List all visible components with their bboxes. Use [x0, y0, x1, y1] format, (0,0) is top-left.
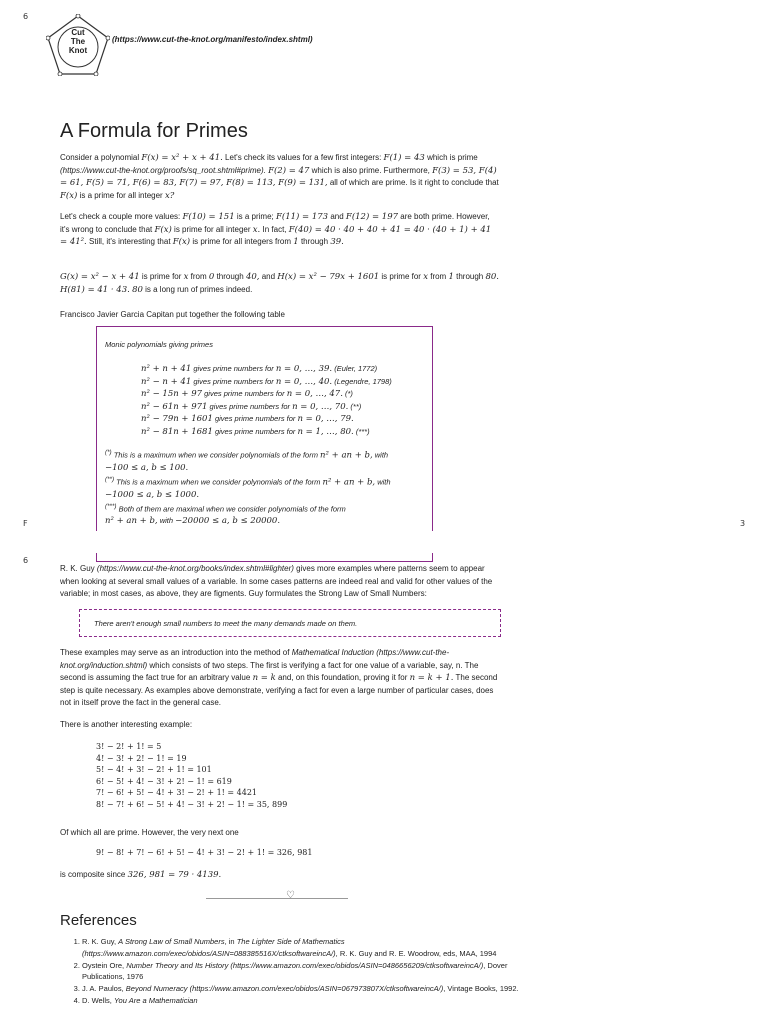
polynomial-row: n² − n + 41 gives prime numbers for n = 0, …, 40. (Legendre, 1798)	[141, 376, 392, 387]
margin-marker: 3	[740, 519, 746, 528]
induction-link[interactable]: (https://www.cut-the-knot.org/induction.shtml)	[60, 648, 450, 670]
margin-marker: 6	[23, 12, 29, 21]
guy-book-link[interactable]: (https://www.cut-the-knot.org/books/index.shtml#lighter)	[96, 564, 294, 573]
polynomial-row: n² − 81n + 1681 gives prime numbers for n = 1, …, 80. (***)	[141, 426, 370, 437]
paragraph-composite: is composite since 326, 981 = 79 · 4139.	[60, 870, 222, 880]
table-title: Monic polynomials giving primes	[105, 340, 213, 349]
polynomial-row: n² − 15n + 97 gives prime numbers for n = 0, …, 47. (*)	[141, 389, 353, 399]
polynomial-row: n² − 79n + 1601 gives prime numbers for n = 0, …, 79.	[141, 414, 354, 424]
polynomial-list	[141, 363, 392, 438]
table-box-bottom	[96, 553, 433, 562]
logo-text: Cut The Knot	[68, 28, 88, 55]
reference-link[interactable]: (https://www.amazon.com/exec/obidos/ASIN=0486656209/ctksoftwareincA/)	[230, 960, 484, 970]
factorial-list	[96, 741, 287, 810]
reference-item: 4. D. Wells, You Are a Mathematician	[82, 995, 522, 1007]
paragraph-induction: These examples may serve as an introduction into the method of Mathematical Induction (https://www.cut-the-knot.org/induction.shtml) which consists of two steps. The first is verifying a fact for one value of a variable, say, n. The second is assuming the fact true for an arbitrary value n = k and, on this foundation, proving it for n = k + 1. The second step is quite necessary. As examples above demonstrate, verifying a fact for even a large number of particular cases, does not in itself prove the fact in the general case.	[60, 648, 498, 707]
factorial-line: 6! − 5! + 4! − 3! + 2! − 1! = 619	[96, 776, 232, 786]
paragraph-all-prime: Of which all are prime. However, the very next one	[60, 828, 239, 837]
factorial-line: 5! − 4! + 3! − 2! + 1! = 101	[96, 765, 212, 774]
site-logo[interactable]	[46, 14, 110, 76]
table-notes: (*) This is a maximum when we consider polynomials of the form n² + an + b, with −100 ≤ a, b ≤ 100. (**) This is a maximum when we consider polynomials of the form n² + an + b, with −1000 ≤ a, b ≤ 1000. (***) Both of them are maximal when we consider polynomials of the form n² + an + b, with −20000 ≤ a, b ≤ 20000.	[105, 449, 391, 526]
paragraph-guy: R. K. Guy (https://www.cut-the-knot.org/books/index.shtml#lighter) gives more examples where patterns seem to appear when looking at several small values of a variable. In some cases patterns are indeed real and valid for other values of the variable; in most cases, as above, they are figments. Guy formulates the Strong Law of Small Numbers:	[60, 564, 493, 598]
factorial-line: 7! − 6! + 5! − 4! + 3! − 2! + 1! = 4421	[96, 788, 258, 797]
manifesto-link[interactable]: (https://www.cut-the-knot.org/manifesto/index.shtml)	[112, 35, 313, 44]
page-title: A Formula for Primes	[60, 120, 248, 142]
section-divider	[206, 898, 348, 899]
next-factorial-line: 9! − 8! + 7! − 6! + 5! − 4! + 3! − 2! + 1! = 326, 981	[96, 848, 313, 857]
margin-marker: F	[23, 519, 28, 528]
intro-paragraph: Consider a polynomial F(x) = x² + x + 41. Let's check its values for a few first integers: F(1) = 43 which is prime (https://www.cut-the-knot.org/proofs/sq_root.shtml#prime). F(2) = 47 which is also prime. Furthermore, F(3) = 53, F(4) = 61, F(5) = 71, F(6) = 83, F(7) = 97, F(8) = 113, F(9) = 131, all of which are prime. Is it right to conclude that F(x) is a prime for all integer x?	[60, 153, 499, 201]
reference-item: 2. Oystein Ore, Number Theory and Its History (https://www.amazon.com/exec/obidos/ASIN=0486656209/ctksoftwareincA/), Dover Publications, 1976	[82, 960, 522, 984]
factorial-line: 4! − 3! + 2! − 1! = 19	[96, 753, 187, 763]
reference-link[interactable]: (https://www.amazon.com/exec/obidos/ASIN=067973807X/ctksoftwareincA/)	[189, 984, 444, 994]
paragraph-more-values: Let's check a couple more values: F(10) = 151 is a prime; F(11) = 173 and F(12) = 197 are both prime. However, it's wrong to conclude that F(x) is prime for all integer x. In fact, F(40) = 40 · 40 + 40 + 41 = 40 · (40 + 1) + 41 = 41². Still, it's interesting that F(x) is prime for all integers from 1 through 39.	[60, 212, 492, 247]
references-heading: References	[60, 912, 137, 929]
strong-law-quote: There aren't enough small numbers to meet the many demands made on them.	[79, 609, 501, 637]
paragraph-table-intro: Francisco Javier Garcia Capitan put together the following table	[60, 310, 286, 319]
references-list	[58, 936, 522, 1007]
prime-link[interactable]: (https://www.cut-the-knot.org/proofs/sq_root.shtml#prime).	[60, 165, 266, 175]
factorial-line: 3! − 2! + 1! = 5	[96, 742, 162, 751]
margin-marker: 6	[23, 556, 29, 565]
reference-item: 3. J. A. Paulos, Beyond Numeracy (https://www.amazon.com/exec/obidos/ASIN=067973807X/ctksoftwareincA/), Vintage Books, 1992.	[82, 983, 522, 995]
prime-polynomials-table	[96, 326, 433, 531]
paragraph-another-example: There is another interesting example:	[60, 720, 193, 729]
polynomial-row: n² + n + 41 gives prime numbers for n = 0, …, 39. (Euler, 1772)	[141, 364, 378, 374]
paragraph-g-h: G(x) = x² − x + 41 is prime for x from 0 through 40, and H(x) = x² − 79x + 1601 is prime for x from 1 through 80. H(81) = 41 · 43. 80 is a long run of primes indeed.	[60, 272, 500, 295]
reference-link[interactable]: (https://www.amazon.com/exec/obidos/ASIN=088385516X/ctksoftwareincA/)	[82, 948, 336, 958]
heart-icon: ♡	[286, 890, 295, 901]
factorial-line: 8! − 7! + 6! − 5! + 4! − 3! + 2! − 1! = 35, 899	[96, 799, 288, 809]
polynomial-row: n² − 61n + 971 gives prime numbers for n = 0, …, 70. (**)	[141, 401, 362, 412]
reference-item: 1. R. K. Guy, A Strong Law of Small Numbers, in The Lighter Side of Mathematics (https://www.amazon.com/exec/obidos/ASIN=088385516X/ctksoftwareincA/), R. K. Guy and R. E. Woodrow, eds, MAA, 1994	[82, 936, 522, 960]
